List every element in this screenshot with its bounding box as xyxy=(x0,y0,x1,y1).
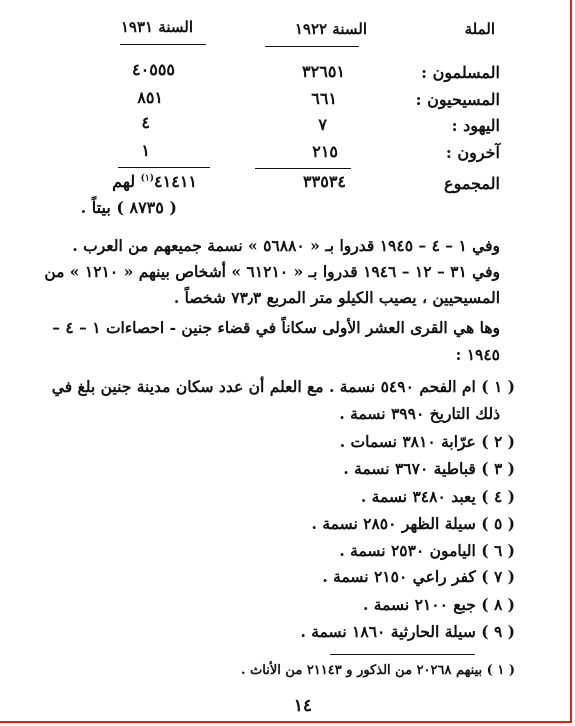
footnote-text: ( ١ ) بينهم ٢٠٢٦٨ من الذكور و ٢١١٤٣ من الأناث . xyxy=(241,663,515,678)
total-value-1931-number: ٤١٤١١ xyxy=(154,172,197,191)
header-underline-1922 xyxy=(265,46,359,47)
row-value-christians-1931: ٨٥١ xyxy=(137,88,163,107)
header-1922: السنة ١٩٢٢ xyxy=(294,20,367,38)
village-item-8: ( ٨ ) جبع ٢١٠٠ نسمة . xyxy=(362,595,515,614)
row-value-jews-1931: ٤ xyxy=(141,113,150,132)
footnote-marker[interactable]: (١) xyxy=(140,173,155,184)
village-item-5: ( ٥ ) سيلة الظهر ٢٨٥٠ نسمة . xyxy=(311,514,515,533)
total-value-1922: ٣٣٥٣٤ xyxy=(303,172,346,191)
header-1931: السنة ١٩٣١ xyxy=(120,18,193,36)
row-value-muslims-1931: ٤٠٥٥٥ xyxy=(132,60,175,79)
row-value-others-1931: ١ xyxy=(141,141,150,160)
row-value-christians-1922: ٦٦١ xyxy=(311,89,337,108)
village-item-3: ( ٣ ) قباطية ٣٦٧٠ نسمة . xyxy=(343,459,515,478)
footnote-separator xyxy=(330,654,475,655)
village-item-1-continued: ذلك التاريخ ٣٩٩٠ نسمة . xyxy=(339,404,500,423)
paragraph-villages-intro-line2: ١٩٤٥ : xyxy=(455,345,500,364)
row-label-others: آخرون : xyxy=(445,143,500,162)
paragraph-1946-line2: المسيحيين ، يصيب الكيلو متر المربع ٧٣٫٣ شخصاً . xyxy=(173,288,500,307)
houses-count: ( ٨٧٣٥ ) بيتاً . xyxy=(80,198,177,217)
row-value-others-1922: ٢١٥ xyxy=(312,142,338,161)
page-number: ١٤ xyxy=(293,696,312,716)
village-item-7: ( ٧ ) كفر راعي ٢١٥٠ نسمة . xyxy=(322,567,515,586)
paragraph-1945: وفي ١ – ٤ – ١٩٤٥ قدروا بـ « ٥٦٨٨٠ » نسمة جميعهم من العرب . xyxy=(72,236,500,255)
village-item-2: ( ٢ ) عرّابة ٣٨١٠ نسمات . xyxy=(339,432,515,451)
total-label: المجموع xyxy=(444,174,500,193)
paragraph-1946-line1: وفي ٣١ – ١٢ – ١٩٤٦ قدروا بـ « ٦١٢١٠ » أشخاص بينهم « ١٢١٠ » من xyxy=(44,262,500,281)
total-rule-1931 xyxy=(118,167,210,168)
row-label-christians: المسيحيون : xyxy=(415,90,500,109)
paragraph-villages-intro-line1: وها هي القرى العشر الأولى سكاناً في قضاء جنين - احصاءات ١ – ٤ – xyxy=(52,318,500,337)
header-religion: الملة xyxy=(464,20,495,38)
total-value-1931-suffix: لهم xyxy=(112,172,136,191)
village-item-9: ( ٩ ) سيلة الحارثية ١٨٦٠ نسمة . xyxy=(300,622,515,641)
row-value-jews-1922: ٧ xyxy=(318,115,327,134)
total-value-1931 xyxy=(112,172,197,191)
row-label-jews: اليهود : xyxy=(451,116,500,135)
row-label-muslims: المسلمون : xyxy=(421,63,500,82)
row-value-muslims-1922: ٣٢٦٥١ xyxy=(302,62,345,81)
village-item-1: ( ١ ) ام الفحم ٥٤٩٠ نسمة . مع العلم أن عدد سكان مدينة جنين بلغ في xyxy=(51,377,515,396)
header-underline-1931 xyxy=(120,44,206,45)
total-rule-1922 xyxy=(255,168,351,169)
village-item-4: ( ٤ ) يعبد ٣٤٨٠ نسمة . xyxy=(360,487,515,506)
village-item-6: ( ٦ ) اليامون ٢٥٣٠ نسمة . xyxy=(339,541,515,560)
